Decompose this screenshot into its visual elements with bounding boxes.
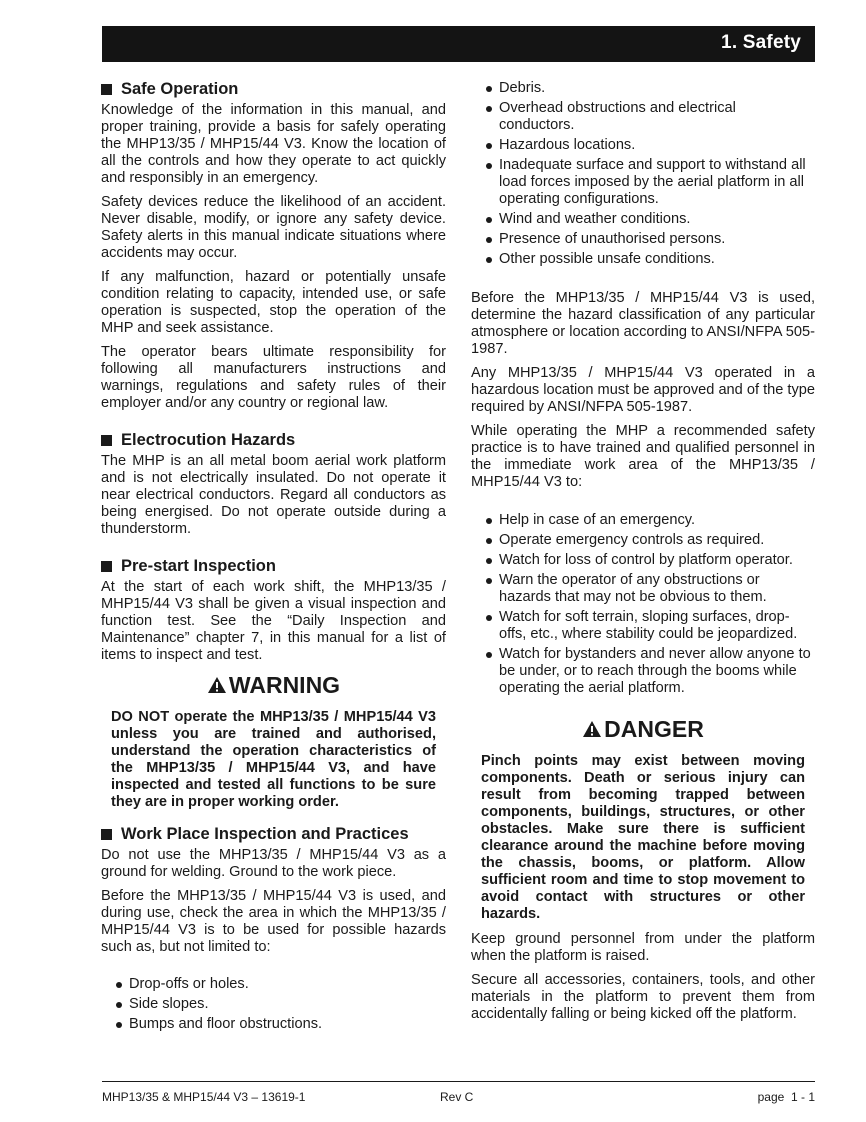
hazard-list-left — [101, 976, 446, 1033]
footer-revision: Rev C — [440, 1090, 474, 1104]
warning-heading: WARNING — [101, 671, 446, 699]
list-item: Operate emergency controls as required. — [471, 532, 815, 549]
personnel-duties-list — [471, 512, 815, 697]
paragraph: The operator bears ultimate responsibility for following all manufacturers instructions and warnings, regulations and safety rules of their employer and/or any country or regional law. — [101, 344, 446, 411]
left-column — [101, 80, 446, 1036]
square-bullet-icon — [101, 561, 112, 572]
paragraph: Knowledge of the information in this manual, and proper training, provide a basis for safely operating the MHP13/35 / MHP15/44 V3. Know the location of all the controls and how they operate to act quickly and responsibly in an emergency. — [101, 102, 446, 186]
electrocution-hazards-heading: Electrocution Hazards — [101, 431, 446, 450]
danger-heading: DANGER — [471, 715, 815, 743]
section-header-bar — [102, 26, 815, 62]
paragraph: Keep ground personnel from under the platform when the platform is raised. — [471, 931, 815, 964]
list-item: Drop-offs or holes. — [101, 976, 446, 993]
hazard-list-right — [471, 80, 815, 268]
list-item: Side slopes. — [101, 996, 446, 1013]
list-item: Overhead obstructions and electrical conductors. — [471, 100, 815, 134]
square-bullet-icon — [101, 435, 112, 446]
paragraph: While operating the MHP a recommended safety practice is to have trained and qualified personnel in the immediate work area of the MHP13/35 / MHP15/44 V3 to: — [471, 423, 815, 490]
work-place-heading: Work Place Inspection and Practices — [101, 825, 446, 844]
danger-triangle-icon — [582, 720, 602, 738]
paragraph: Do not use the MHP13/35 / MHP15/44 V3 as a ground for welding. Ground to the work piece. — [101, 847, 446, 880]
safe-operation-heading: Safe Operation — [101, 80, 446, 99]
list-item: Bumps and floor obstructions. — [101, 1016, 446, 1033]
warning-text: DO NOT operate the MHP13/35 / MHP15/44 V3 unless you are trained and authorised, understand the operation characteristics of the MHP13/35 / MHP15/44 V3, and have inspected and tested all functions to be sure they are in proper working order. — [111, 709, 436, 810]
paragraph: Any MHP13/35 / MHP15/44 V3 operated in a hazardous location must be approved and of the type required by ANSI/NFPA 505-1987. — [471, 365, 815, 415]
list-item: Hazardous locations. — [471, 137, 815, 154]
paragraph: Before the MHP13/35 / MHP15/44 V3 is used, and during use, check the area in which the MHP13/35 / MHP15/44 V3 is to be used for possible hazards such as, but not limited to: — [101, 888, 446, 955]
prestart-inspection-heading: Pre-start Inspection — [101, 557, 446, 576]
list-item: Watch for bystanders and never allow anyone to be under, or to reach through the booms while operating the aerial platform. — [471, 646, 815, 697]
footer-rule — [102, 1081, 815, 1082]
list-item: Presence of unauthorised persons. — [471, 231, 815, 248]
paragraph: The MHP is an all metal boom aerial work platform and is not electrically insulated. Do not operate it near electrical conductors. Regard all conductors as being energised. Do not operate outside during a thunderstorm. — [101, 453, 446, 537]
list-item: Debris. — [471, 80, 815, 97]
paragraph: At the start of each work shift, the MHP13/35 / MHP15/44 V3 shall be given a visual inspection and function test. See the “Daily Inspection and Maintenance” chapter 7, in this manual for a list of items to inspect and test. — [101, 579, 446, 663]
paragraph: Safety devices reduce the likelihood of an accident. Never disable, modify, or ignore any safety device. Safety alerts in this manual indicate situations where accidents may occur. — [101, 194, 446, 261]
list-item: Inadequate surface and support to withstand all load forces imposed by the aerial platform in all operating configurations. — [471, 157, 815, 208]
paragraph: If any malfunction, hazard or potentially unsafe condition relating to capacity, intended use, or safe operation is suspected, stop the operation of the MHP and seek assistance. — [101, 269, 446, 336]
paragraph: Secure all accessories, containers, tools, and other materials in the platform to prevent them from accidentally falling or being kicked off the platform. — [471, 972, 815, 1022]
square-bullet-icon — [101, 84, 112, 95]
square-bullet-icon — [101, 829, 112, 840]
section-title: 1. Safety — [721, 32, 801, 53]
warning-triangle-icon — [207, 676, 227, 694]
list-item: Watch for soft terrain, sloping surfaces, drop-offs, etc., where stability could be jeopardized. — [471, 609, 815, 643]
footer-doc-id: MHP13/35 & MHP15/44 V3 – 13619-1 — [102, 1090, 306, 1104]
list-item: Wind and weather conditions. — [471, 211, 815, 228]
list-item: Other possible unsafe conditions. — [471, 251, 815, 268]
footer-page-number: page 1 - 1 — [757, 1090, 815, 1104]
paragraph: Before the MHP13/35 / MHP15/44 V3 is used, determine the hazard classification of any particular atmosphere or location according to ANSI/NFPA 505-1987. — [471, 290, 815, 357]
list-item: Help in case of an emergency. — [471, 512, 815, 529]
list-item: Warn the operator of any obstructions or hazards that may not be obvious to them. — [471, 572, 815, 606]
list-item: Watch for loss of control by platform operator. — [471, 552, 815, 569]
right-column — [471, 80, 815, 1030]
danger-text: Pinch points may exist between moving components. Death or serious injury can result from becoming trapped between components, buildings, structures, or other obstacles. Make sure there is sufficient clearance around the machine before moving the chassis, booms, or platform. Allow sufficient room and time to stop movement to avoid contact with structures or other hazards. — [481, 753, 805, 922]
